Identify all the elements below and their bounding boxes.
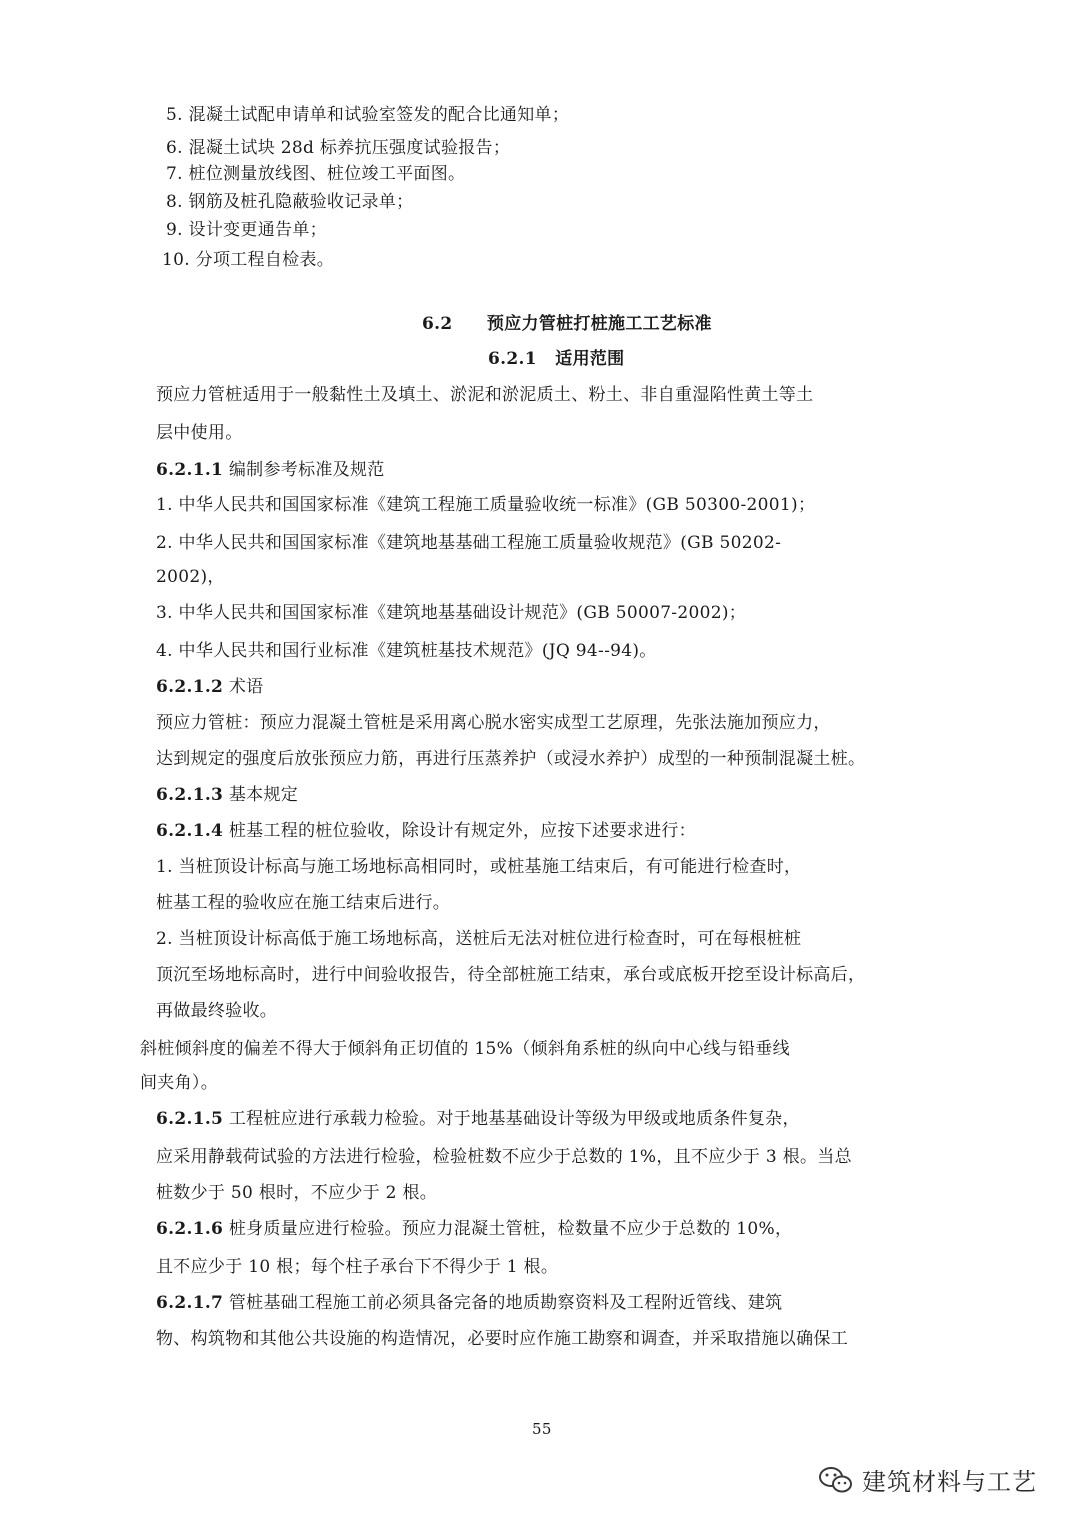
- reference-item: 2002)，: [156, 567, 225, 587]
- watermark: [818, 1462, 1037, 1497]
- list-item: 5. 混凝土试配申请单和试验室签发的配合比通知单；: [166, 105, 570, 125]
- paragraph-line: 应采用静载荷试验的方法进行检验，检验桩数不应少于总数的 1%，且不应少于 3 根。当总: [156, 1147, 852, 1167]
- subsection-number: 6.2.1: [488, 349, 537, 369]
- paragraph-line: 桩基工程的验收应在施工结束后进行。: [156, 893, 451, 913]
- clause-title: 桩身质量应进行检验。预应力混凝土管桩，检数量不应少于总数的 10%，: [223, 1219, 793, 1239]
- clause-number: 6.2.1.3: [156, 785, 224, 805]
- list-item: 7. 桩位测量放线图、桩位竣工平面图。: [166, 164, 466, 184]
- paragraph-line: 再做最终验收。: [156, 1001, 278, 1021]
- clause-heading: [156, 1218, 792, 1240]
- watermark-text: 建筑材料与工艺: [862, 1468, 1037, 1496]
- paragraph-line: 间夹角）。: [140, 1073, 218, 1093]
- paragraph-line: 达到规定的强度后放张预应力筋，再进行压蒸养护（或浸水养护）成型的一种预制混凝土桩。: [156, 749, 866, 769]
- paragraph-line: 1. 当桩顶设计标高与施工场地标高相同时，或桩基施工结束后，有可能进行检查时，: [156, 857, 802, 877]
- section-number: 6.2: [422, 314, 453, 334]
- clause-title: 桩基工程的桩位验收，除设计有规定外，应按下述要求进行：: [223, 821, 696, 841]
- list-item: 9. 设计变更通告单；: [166, 220, 327, 240]
- clause-heading: [156, 459, 385, 481]
- clause-heading: [156, 676, 263, 698]
- paragraph-line: 预应力管桩适用于一般黏性土及填土、淤泥和淤泥质土、粉土、非自重湿陷性黄土等土: [156, 385, 814, 405]
- clause-title: 工程桩应进行承载力检验。对于地基基础设计等级为甲级或地质条件复杂，: [223, 1109, 800, 1129]
- paragraph-line: 桩数少于 50 根时，不应少于 2 根。: [156, 1183, 438, 1203]
- clause-heading: [156, 820, 696, 842]
- reference-item: 3. 中华人民共和国国家标准《建筑地基基础设计规范》(GB 50007-2002)；: [156, 603, 747, 623]
- reference-item: 4. 中华人民共和国行业标准《建筑桩基技术规范》(JQ 94--94)。: [156, 641, 657, 661]
- clause-number: 6.2.1.1: [156, 460, 224, 480]
- clause-title: 编制参考标准及规范: [223, 460, 385, 480]
- section-title: 预应力管桩打桩施工工艺标准: [486, 314, 712, 334]
- clause-number: 6.2.1.5: [156, 1109, 224, 1129]
- clause-heading: [156, 1108, 800, 1130]
- clause-heading: [156, 1292, 782, 1314]
- list-item: 8. 钢筋及桩孔隐蔽验收记录单；: [166, 192, 414, 212]
- reference-item: 1. 中华人民共和国国家标准《建筑工程施工质量验收统一标准》(GB 50300-2001)；: [156, 495, 816, 515]
- paragraph-line: 且不应少于 10 根；每个柱子承台下不得少于 1 根。: [156, 1257, 559, 1277]
- clause-number: 6.2.1.2: [156, 677, 224, 697]
- page-number: 55: [532, 1420, 552, 1438]
- clause-number: 6.2.1.4: [156, 821, 224, 841]
- paragraph-line: 层中使用。: [156, 423, 243, 443]
- clause-number: 6.2.1.6: [156, 1219, 224, 1239]
- clause-title: 基本规定: [223, 785, 299, 805]
- paragraph-line: 预应力管桩：预应力混凝土管桩是采用离心脱水密实成型工艺原理，先张法施加预应力，: [156, 713, 831, 733]
- section-heading: [422, 313, 712, 335]
- list-item: 10. 分项工程自检表。: [162, 250, 335, 270]
- list-item: 6. 混凝土试块 28d 标养抗压强度试验报告；: [166, 138, 511, 158]
- clause-heading: [156, 784, 298, 806]
- wechat-icon: [818, 1465, 854, 1495]
- clause-title: 术语: [223, 677, 264, 697]
- clause-number: 6.2.1.7: [156, 1293, 224, 1313]
- reference-item: 2. 中华人民共和国国家标准《建筑地基基础工程施工质量验收规范》(GB 50202-: [156, 533, 782, 553]
- paragraph-line: 斜桩倾斜度的偏差不得大于倾斜角正切值的 15%（倾斜角系桩的纵向中心线与铅垂线: [140, 1039, 790, 1059]
- paragraph-line: 物、构筑物和其他公共设施的构造情况，必要时应作施工勘察和调查，并采取措施以确保工: [156, 1329, 848, 1349]
- paragraph-line: 顶沉至场地标高时，进行中间验收报告，待全部桩施工结束，承台或底板开挖至设计标高后，: [156, 965, 866, 985]
- subsection-heading: [488, 348, 624, 370]
- clause-title: 管桩基础工程施工前必须具备完备的地质勘察资料及工程附近管线、建筑: [223, 1293, 783, 1313]
- paragraph-line: 2. 当桩顶设计标高低于施工场地标高，送桩后无法对桩位进行检查时，可在每根桩桩: [156, 929, 802, 949]
- subsection-title: 适用范围: [555, 349, 625, 369]
